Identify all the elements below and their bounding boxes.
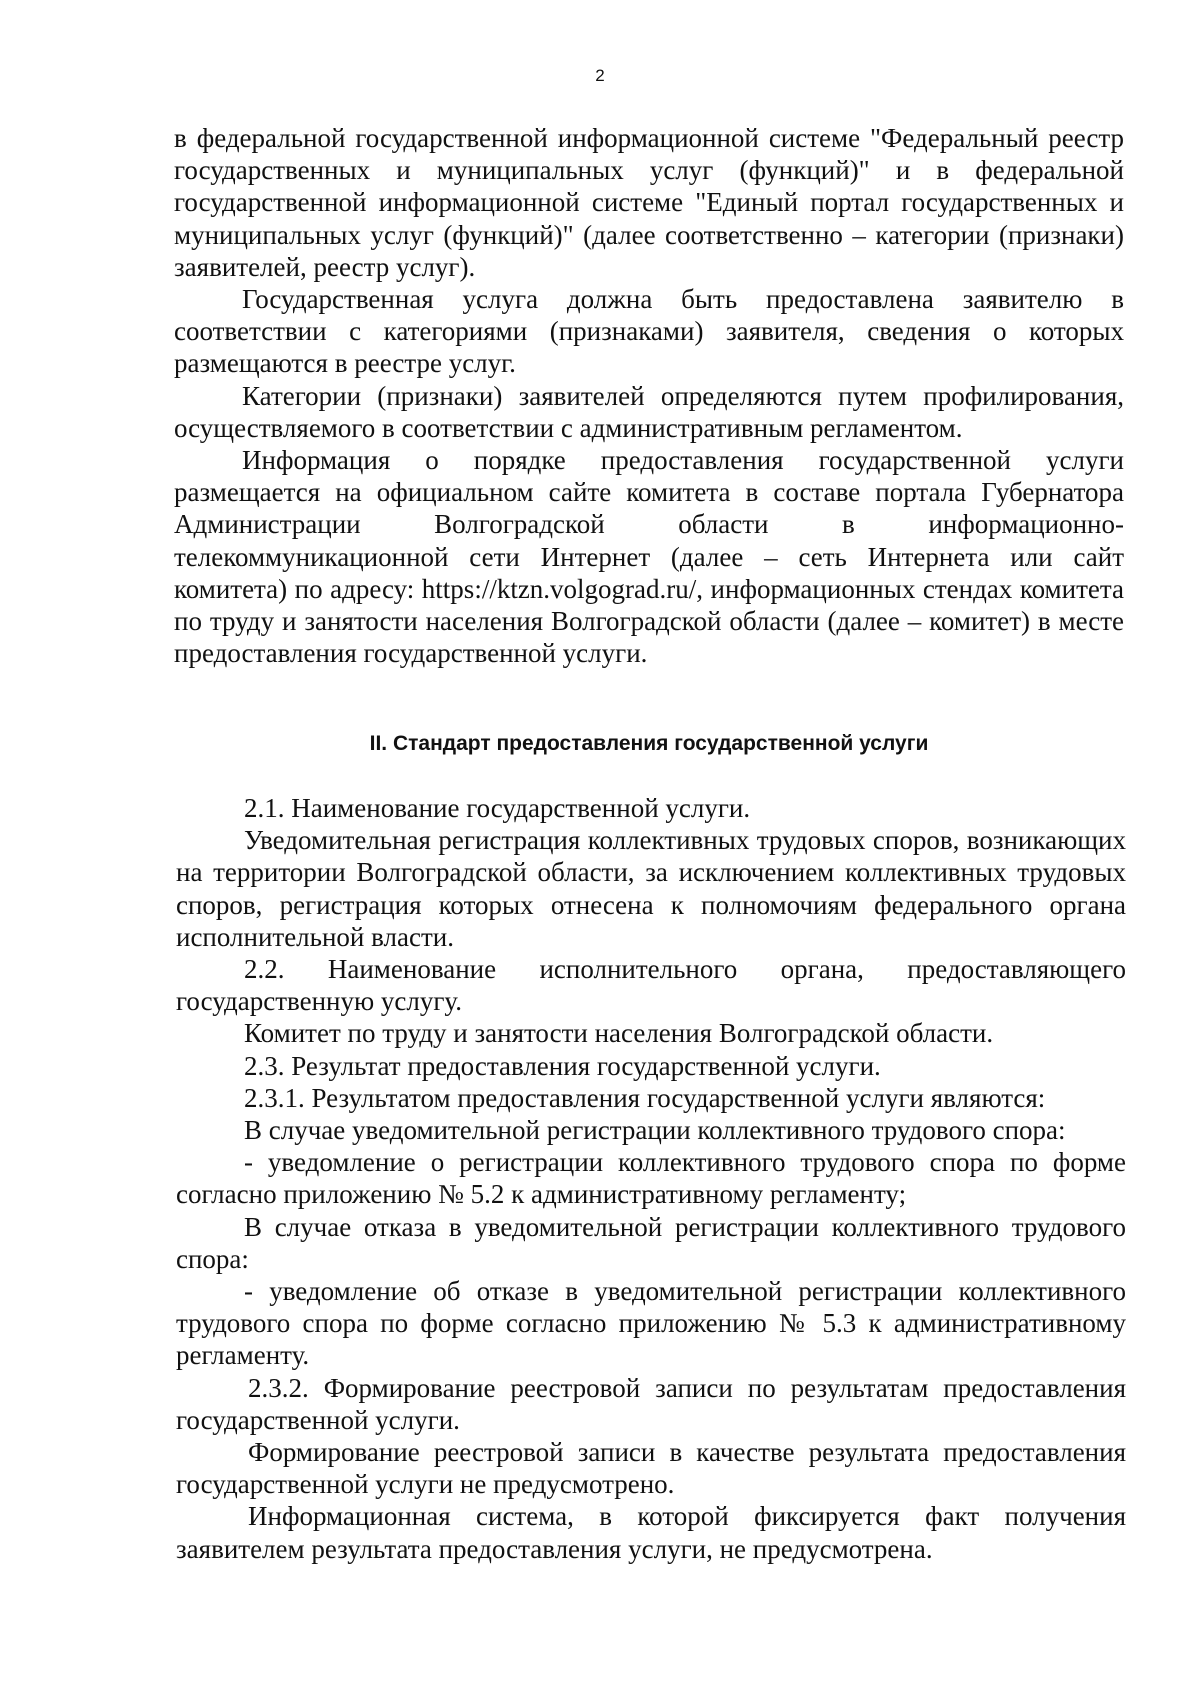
section-text xyxy=(176,792,1126,1565)
paragraph-information-system: Информационная система, в которой фиксируется факт получения заявителем результата предоставления услуги, не предусмотрена. xyxy=(176,1501,1126,1564)
paragraph-2-1: 2.1. Наименование государственной услуги. xyxy=(244,793,751,823)
paragraph-refusal-case: В случае отказа в уведомительной регистрации коллективного трудового спора: xyxy=(176,1211,1126,1274)
paragraph-registry-record: Формирование реестровой записи в качестве результата предоставления государственной услуги не предусмотрено. xyxy=(176,1437,1126,1500)
paragraph-2-3-2: 2.3.2. Формирование реестровой записи по результатам предоставления государственной услуги. xyxy=(176,1372,1126,1435)
paragraph-service-name: Уведомительная регистрация коллективных трудовых споров, возникающих на территории Волгоградской области, за исключением коллективных трудовых споров, регистрация которых отнесена к полномочиям федерального органа исполнительной власти. xyxy=(176,825,1126,952)
paragraph-applicant-categories: Категории (признаки) заявителей определяются путем профилирования, осуществляемого в соответствии с административным регламентом. xyxy=(174,380,1124,443)
intro-text xyxy=(174,122,1124,669)
paragraph-2-3: 2.3. Результат предоставления государственной услуги. xyxy=(244,1050,881,1081)
paragraph-refusal-notice: - уведомление об отказе в уведомительной регистрации коллективного трудового спора по форме согласно приложению № 5.3 к административному регламенту. xyxy=(176,1276,1126,1371)
page-number: 2 xyxy=(595,66,605,85)
paragraph-2-3-1: 2.3.1. Результатом предоставления государственной услуги являются: xyxy=(244,1082,1046,1113)
paragraph-2-2: 2.2. Наименование исполнительного органа, предоставляющего государственную услугу. xyxy=(176,954,1126,1017)
paragraph-service-provision: Государственная услуга должна быть предоставлена заявителю в соответствии с категориями (признаками) заявителя, сведения о которых размещаются в реестре услуг. xyxy=(174,284,1124,379)
paragraph-registration-case: В случае уведомительной регистрации коллективного трудового спора: xyxy=(244,1115,1066,1146)
paragraph-information-placement: Информация о порядке предоставления государственной услуги размещается на официальном сайте комитета в составе портала Губернатора Администрации Волгоградской области в информационно-телекоммуникационной сети Интернет (далее – сеть Интернета или сайт комитета) по адресу: https://ktzn.volgograd.ru/, информационных стендах комитета по труду и занятости населения Волгоградской области (далее – комитет) в месте предоставления государственной услуги. xyxy=(174,445,1124,669)
paragraph-registration-notice: - уведомление о регистрации коллективного трудового спора по форме согласно приложению № 5.2 к административному регламенту; xyxy=(176,1147,1126,1210)
paragraph-committee-name: Комитет по труду и занятости населения Волгоградской области. xyxy=(244,1018,994,1049)
section-heading: II. Стандарт предоставления государственной услуги xyxy=(369,732,929,755)
paragraph-intro-continuation: в федеральной государственной информационной системе "Федеральный реестр государственных и муниципальных услуг (функций)" и в федеральной государственной информационной системе "Единый портал государственных и муниципальных услуг (функций)" (далее соответственно – категории (признаки) заявителей, реестр услуг). xyxy=(174,123,1124,282)
